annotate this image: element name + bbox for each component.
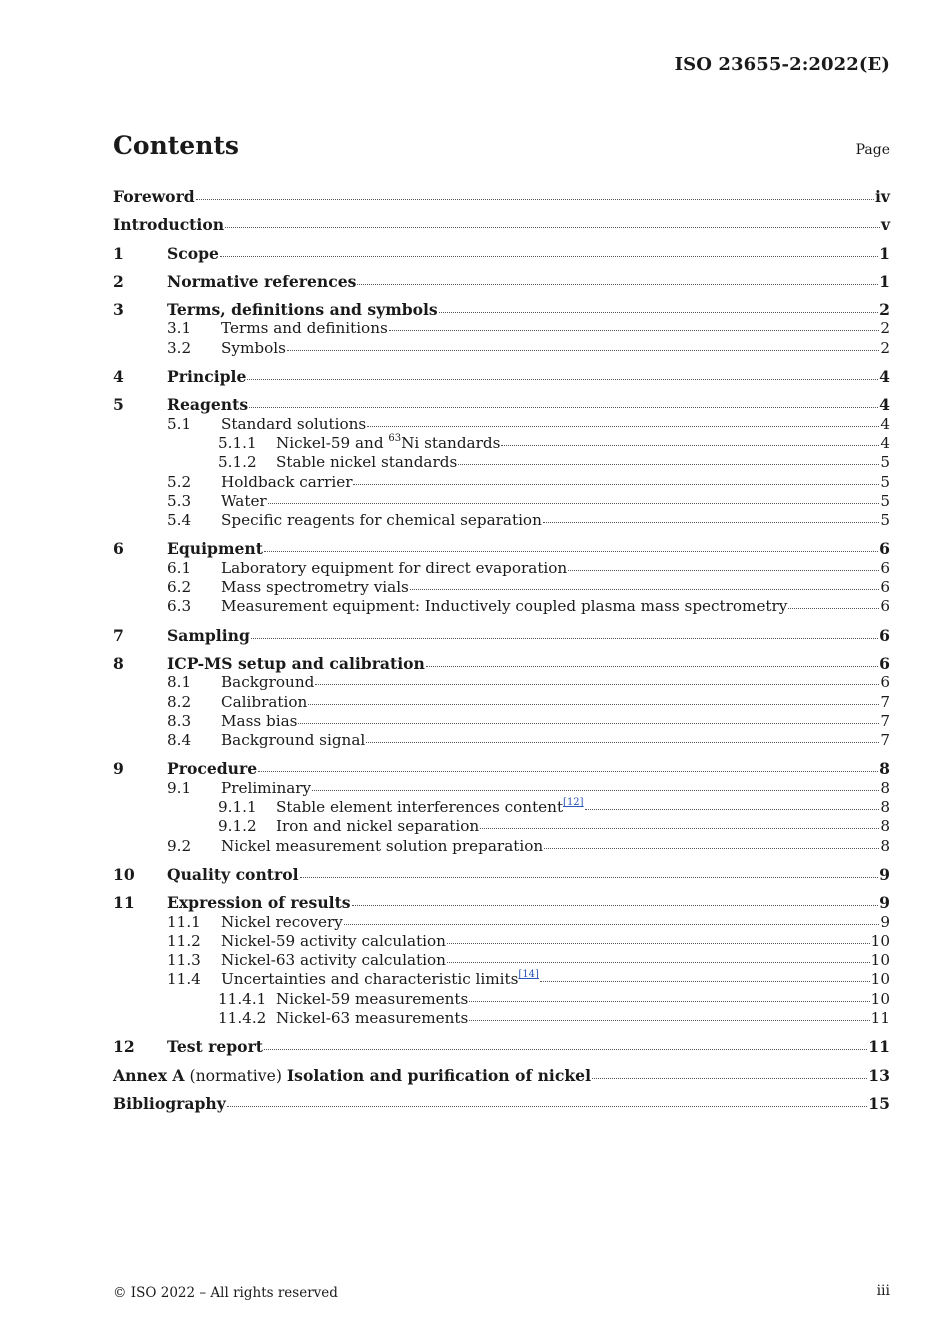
toc-entry-title[interactable]: [167, 367, 246, 386]
dot-leader: [367, 416, 879, 427]
toc-entry[interactable]: [113, 434, 890, 453]
toc-entry-page[interactable]: 7: [880, 692, 890, 711]
toc-entry-number: 5.4: [167, 511, 192, 530]
toc-entry-number: 3.2: [167, 338, 192, 357]
toc-entry[interactable]: [113, 731, 890, 750]
toc-entry-number: 9.1: [167, 778, 192, 797]
toc-entry-title-text: Scope: [167, 243, 219, 263]
toc-entry-number: 5.1.1: [218, 433, 257, 452]
toc-entry[interactable]: [113, 990, 890, 1009]
toc-entry-page[interactable]: 1: [879, 243, 890, 263]
toc-entry-title-text: Nickel-59 activity calculation: [221, 931, 446, 950]
toc-entry-title-text: Stable nickel standards: [276, 453, 458, 472]
toc-entry-title-text: Terms, definitions and symbols: [167, 300, 438, 320]
dot-leader: [247, 369, 878, 380]
toc-entry-title-text: Nickel recovery: [221, 912, 343, 931]
toc-entry-number: 6: [113, 539, 124, 559]
dot-leader: [264, 541, 878, 552]
toc-entry-title[interactable]: [221, 932, 446, 951]
toc-entry-title[interactable]: [276, 1009, 468, 1028]
toc-entry-title[interactable]: [221, 837, 543, 856]
bibliography-reference-link[interactable]: [12]: [563, 796, 584, 808]
toc-entry-title[interactable]: [221, 492, 267, 511]
toc-entry-page[interactable]: 5: [880, 472, 890, 491]
toc-entry-title[interactable]: [221, 913, 343, 932]
toc-entry-title[interactable]: [113, 187, 195, 206]
toc-entry-number: 9: [113, 759, 124, 779]
toc-entry-number: 11.4.1: [218, 989, 267, 1008]
toc-entry[interactable]: [113, 578, 890, 597]
toc-entry-title[interactable]: [221, 578, 409, 597]
toc-entry-title[interactable]: [221, 673, 314, 692]
toc-entry-title[interactable]: [221, 597, 787, 616]
toc-entry[interactable]: [113, 559, 890, 578]
toc-entry[interactable]: [113, 693, 890, 712]
toc-entry[interactable]: [113, 817, 890, 836]
dot-leader: [544, 838, 879, 849]
toc-entry-page[interactable]: 5: [880, 453, 890, 472]
toc-entry[interactable]: [113, 511, 890, 530]
toc-entry-title-text: Measurement equipment: Inductively coupled plasma mass spectrometry: [221, 597, 788, 616]
toc-entry[interactable]: [113, 673, 890, 692]
page-title: Contents: [113, 131, 240, 160]
dot-leader: [469, 991, 869, 1002]
toc-entry-page[interactable]: 1: [879, 271, 890, 291]
toc-entry-page[interactable]: 9: [879, 893, 890, 913]
toc-entry-page[interactable]: 15: [868, 1093, 890, 1113]
dot-leader: [366, 732, 879, 743]
toc-entry[interactable]: [113, 473, 890, 492]
toc-entry-page[interactable]: 7: [880, 711, 890, 730]
toc-entry-title[interactable]: [221, 559, 567, 578]
toc-entry-number: 5.1: [167, 414, 192, 433]
toc-entry-title-text: Uncertainties and characteristic limits: [221, 970, 519, 989]
toc-entry[interactable]: [113, 932, 890, 951]
toc-entry[interactable]: [113, 539, 890, 558]
toc-entry-number: 2: [113, 271, 124, 291]
toc-entry-number: 11: [113, 893, 135, 913]
page-number: iii: [876, 1283, 890, 1299]
toc-entry[interactable]: [113, 865, 890, 884]
toc-entry[interactable]: [113, 492, 890, 511]
dot-leader: [227, 1096, 868, 1107]
toc-entry-title[interactable]: [221, 951, 446, 970]
dot-leader: [249, 397, 878, 408]
toc-entry-title[interactable]: [167, 1037, 263, 1056]
document-id: ISO 23655-2:2022(E): [674, 54, 890, 75]
toc-entry-title-text: Annex A: [113, 1065, 185, 1085]
dot-leader: [287, 340, 879, 351]
table-of-contents: [113, 183, 890, 1113]
toc-entry[interactable]: [113, 1094, 890, 1113]
toc-entry-page[interactable]: 8: [880, 798, 890, 817]
toc-entry-page[interactable]: iv: [875, 187, 890, 206]
toc-entry-page[interactable]: 7: [880, 731, 890, 750]
copyright-notice: © ISO 2022 – All rights reserved: [113, 1285, 338, 1301]
toc-entry-page[interactable]: 2: [880, 319, 890, 338]
toc-entry-title[interactable]: [167, 759, 257, 778]
toc-entry-title[interactable]: [167, 244, 219, 263]
toc-entry[interactable]: [113, 395, 890, 414]
toc-entry-number: 1: [113, 243, 124, 263]
toc-entry-page[interactable]: 4: [880, 414, 890, 433]
toc-entry-title-text: Sampling: [167, 625, 250, 645]
toc-entry[interactable]: [113, 187, 890, 206]
toc-entry-title-text: Nickel-63 activity calculation: [221, 951, 446, 970]
toc-entry-page[interactable]: 11: [870, 1008, 890, 1027]
toc-entry-page[interactable]: 10: [870, 931, 890, 950]
toc-entry-title-text: Bibliography: [113, 1093, 226, 1113]
dot-leader: [447, 952, 870, 963]
toc-entry-title[interactable]: [167, 395, 248, 414]
bibliography-reference-link[interactable]: [14]: [518, 969, 539, 981]
toc-entry[interactable]: [113, 367, 890, 386]
toc-entry[interactable]: [113, 626, 890, 645]
toc-entry-number: 6.1: [167, 558, 192, 577]
toc-entry-page[interactable]: 9: [880, 912, 890, 931]
toc-entry-title-text: Principle: [167, 367, 247, 387]
toc-entry[interactable]: [113, 1066, 890, 1085]
toc-entry[interactable]: [113, 453, 890, 472]
toc-entry-title-text: Introduction: [113, 215, 225, 235]
dot-leader: [225, 217, 880, 228]
toc-entry-title[interactable]: [221, 473, 352, 492]
toc-entry[interactable]: [113, 913, 890, 932]
toc-entry[interactable]: [113, 951, 890, 970]
toc-entry-title-text: Procedure: [167, 759, 258, 779]
toc-entry-title-text: Nickel-59 measurements: [276, 989, 469, 1008]
toc-entry-page[interactable]: 8: [879, 759, 890, 779]
toc-entry-title-text: Nickel measurement solution preparation: [221, 836, 544, 855]
toc-entry-title[interactable]: [221, 319, 388, 338]
isotope-superscript: 63: [388, 432, 402, 444]
toc-entry-title-text: Ni standards: [401, 433, 501, 452]
toc-entry-title[interactable]: [276, 990, 468, 1009]
dot-leader: [357, 274, 878, 285]
toc-entry-page[interactable]: 10: [870, 951, 890, 970]
toc-entry-title-text: Symbols: [221, 338, 286, 357]
toc-entry-title[interactable]: [113, 1094, 226, 1113]
toc-entry-number: 5.1.2: [218, 453, 257, 472]
toc-entry-page[interactable]: 8: [880, 836, 890, 855]
toc-entry-title-text: Background signal: [221, 731, 366, 750]
toc-entry-page[interactable]: 2: [879, 300, 890, 320]
toc-entry-title[interactable]: [167, 865, 299, 884]
dot-leader: [592, 1068, 867, 1079]
toc-entry-title-text: Normative references: [167, 271, 357, 291]
toc-entry-number: 6.2: [167, 578, 192, 597]
toc-entry-number: 11.2: [167, 931, 201, 950]
toc-entry[interactable]: [113, 759, 890, 778]
toc-entry-number: 5: [113, 395, 124, 415]
dot-leader: [788, 598, 879, 609]
toc-entry-title[interactable]: [167, 626, 250, 645]
toc-entry-title-text: Foreword: [113, 187, 195, 206]
toc-entry-title[interactable]: [167, 539, 263, 558]
toc-entry[interactable]: [113, 798, 890, 817]
toc-entry-number: 7: [113, 625, 124, 645]
dot-leader: [447, 933, 870, 944]
toc-entry-number: 4: [113, 367, 124, 387]
toc-entry[interactable]: [113, 970, 890, 989]
toc-entry-number: 8.3: [167, 711, 192, 730]
toc-entry-page[interactable]: v: [880, 215, 890, 235]
toc-entry-page[interactable]: 5: [880, 511, 890, 530]
toc-entry-number: 8.1: [167, 673, 192, 692]
toc-entry-title[interactable]: [276, 434, 500, 453]
toc-entry-title-text: Holdback carrier: [221, 472, 353, 491]
toc-entry-number: 11.3: [167, 951, 201, 970]
toc-entry[interactable]: [113, 654, 890, 673]
dot-leader: [268, 493, 880, 504]
dot-leader: [480, 818, 879, 829]
toc-entry-number: 8.4: [167, 731, 192, 750]
toc-entry-title-text: Calibration: [221, 692, 308, 711]
toc-entry-title[interactable]: [221, 693, 307, 712]
dot-leader: [543, 512, 879, 523]
dot-leader: [196, 189, 874, 200]
toc-entry[interactable]: [113, 215, 890, 234]
toc-entry-page[interactable]: 5: [880, 491, 890, 510]
toc-entry-number: 9.1.1: [218, 798, 257, 817]
toc-entry-page[interactable]: 6: [879, 625, 890, 645]
toc-entry-title-text: ICP-MS setup and calibration: [167, 653, 425, 673]
dot-leader: [220, 246, 878, 257]
dot-leader: [352, 895, 879, 906]
toc-entry-page[interactable]: 6: [880, 558, 890, 577]
toc-entry[interactable]: [113, 837, 890, 856]
toc-entry-number: 9.1.2: [218, 817, 257, 836]
toc-entry-title-text: Quality control: [167, 864, 299, 884]
toc-entry-title[interactable]: [221, 779, 311, 798]
dot-leader: [568, 560, 879, 571]
toc-entry-title-text: Background: [221, 673, 315, 692]
toc-entry-page[interactable]: 6: [879, 539, 890, 559]
toc-entry-page[interactable]: 10: [870, 970, 890, 989]
toc-entry-page[interactable]: 6: [880, 673, 890, 692]
toc-entry-number: 8: [113, 653, 124, 673]
toc-entry-page[interactable]: 4: [879, 395, 890, 415]
dot-leader: [410, 579, 879, 590]
toc-entry-title-text: Mass bias: [221, 711, 298, 730]
toc-entry-page[interactable]: 9: [879, 864, 890, 884]
toc-entry-title[interactable]: [276, 817, 479, 836]
toc-entry-page[interactable]: 13: [868, 1065, 890, 1085]
toc-entry-number: 11.4: [167, 970, 201, 989]
toc-entry-title-text: Mass spectrometry vials: [221, 578, 409, 597]
toc-entry-title[interactable]: [221, 731, 365, 750]
dot-leader: [540, 971, 870, 982]
toc-entry-title[interactable]: [221, 511, 542, 530]
toc-entry-title[interactable]: [221, 339, 286, 358]
toc-entry-page[interactable]: 4: [879, 367, 890, 387]
toc-entry-page[interactable]: 10: [870, 989, 890, 1008]
page-column-label: Page: [855, 142, 890, 158]
toc-entry-page[interactable]: 6: [880, 597, 890, 616]
toc-entry-number: 8.2: [167, 692, 192, 711]
toc-entry-title-text: Isolation and purification of nickel: [286, 1065, 591, 1085]
toc-entry-page[interactable]: 8: [880, 817, 890, 836]
toc-entry-title-text: Test report: [167, 1037, 264, 1057]
toc-entry[interactable]: [113, 244, 890, 263]
toc-entry-title-text: Nickel-63 measurements: [276, 1008, 469, 1027]
dot-leader: [344, 914, 879, 925]
dot-leader: [585, 799, 880, 810]
toc-entry[interactable]: [113, 339, 890, 358]
toc-entry-title[interactable]: [221, 415, 366, 434]
dot-leader: [389, 320, 880, 331]
toc-entry-number: 9.2: [167, 836, 192, 855]
toc-entry-title[interactable]: [221, 712, 297, 731]
dot-leader: [264, 1039, 867, 1050]
toc-entry-title[interactable]: [221, 970, 539, 989]
toc-entry-title-text: Reagents: [167, 395, 249, 415]
toc-entry-title[interactable]: [113, 1066, 591, 1086]
annex-type: (normative): [184, 1066, 287, 1085]
dot-leader: [300, 867, 879, 878]
toc-entry-number: 3.1: [167, 319, 192, 338]
toc-entry-title-text: Standard solutions: [221, 414, 367, 433]
toc-entry-page[interactable]: 11: [868, 1037, 890, 1057]
dot-leader: [353, 474, 879, 485]
dot-leader: [426, 656, 878, 667]
toc-entry-title-text: Water: [221, 491, 267, 510]
toc-entry[interactable]: [113, 893, 890, 912]
toc-entry-title[interactable]: [167, 272, 356, 291]
toc-entry[interactable]: [113, 1037, 890, 1056]
toc-entry-title-text: Iron and nickel separation: [276, 817, 480, 836]
toc-entry[interactable]: [113, 779, 890, 798]
toc-entry-title[interactable]: [276, 453, 457, 472]
toc-entry-title-text: Nickel-59 and: [276, 433, 389, 452]
toc-entry-title[interactable]: [167, 893, 351, 912]
toc-entry-title-text: Laboratory equipment for direct evaporation: [221, 558, 568, 577]
toc-entry-page[interactable]: 6: [880, 578, 890, 597]
toc-entry-page[interactable]: 6: [879, 653, 890, 673]
dot-leader: [258, 761, 878, 772]
toc-entry-number: 5.2: [167, 472, 192, 491]
toc-entry-title[interactable]: [276, 798, 584, 817]
dot-leader: [501, 435, 879, 446]
toc-entry-number: 11.1: [167, 912, 201, 931]
dot-leader: [469, 1010, 869, 1021]
toc-entry-title-text: Equipment: [167, 539, 263, 559]
toc-entry[interactable]: [113, 597, 890, 616]
toc-entry-number: 6.3: [167, 597, 192, 616]
toc-entry[interactable]: [113, 272, 890, 291]
toc-entry-title-text: Expression of results: [167, 893, 351, 913]
toc-entry-title-text: Terms and definitions: [221, 319, 388, 338]
dot-leader: [308, 694, 879, 705]
dot-leader: [439, 302, 878, 313]
toc-entry-title-text: Specific reagents for chemical separation: [221, 511, 542, 530]
dot-leader: [251, 628, 878, 639]
toc-entry-title-text: Stable element interferences content: [276, 798, 564, 817]
toc-entry-number: 12: [113, 1037, 135, 1057]
toc-entry-number: 10: [113, 864, 135, 884]
toc-entry-number: 3: [113, 300, 124, 320]
toc-entry[interactable]: [113, 712, 890, 731]
toc-entry-page[interactable]: 2: [880, 338, 890, 357]
toc-entry-number: 11.4.2: [218, 1008, 267, 1027]
toc-entry[interactable]: [113, 300, 890, 319]
toc-entry[interactable]: [113, 319, 890, 338]
toc-entry-title[interactable]: [167, 654, 425, 673]
toc-entry-title[interactable]: [113, 215, 224, 234]
dot-leader: [458, 454, 879, 465]
toc-entry[interactable]: [113, 415, 890, 434]
toc-entry-title[interactable]: [167, 300, 438, 319]
toc-entry-page[interactable]: 8: [880, 778, 890, 797]
dot-leader: [315, 674, 879, 685]
toc-entry-number: 5.3: [167, 491, 192, 510]
dot-leader: [298, 713, 879, 724]
toc-entry[interactable]: [113, 1009, 890, 1028]
dot-leader: [312, 780, 879, 791]
toc-entry-title-text: Preliminary: [221, 778, 312, 797]
toc-entry-page[interactable]: 4: [880, 433, 890, 452]
